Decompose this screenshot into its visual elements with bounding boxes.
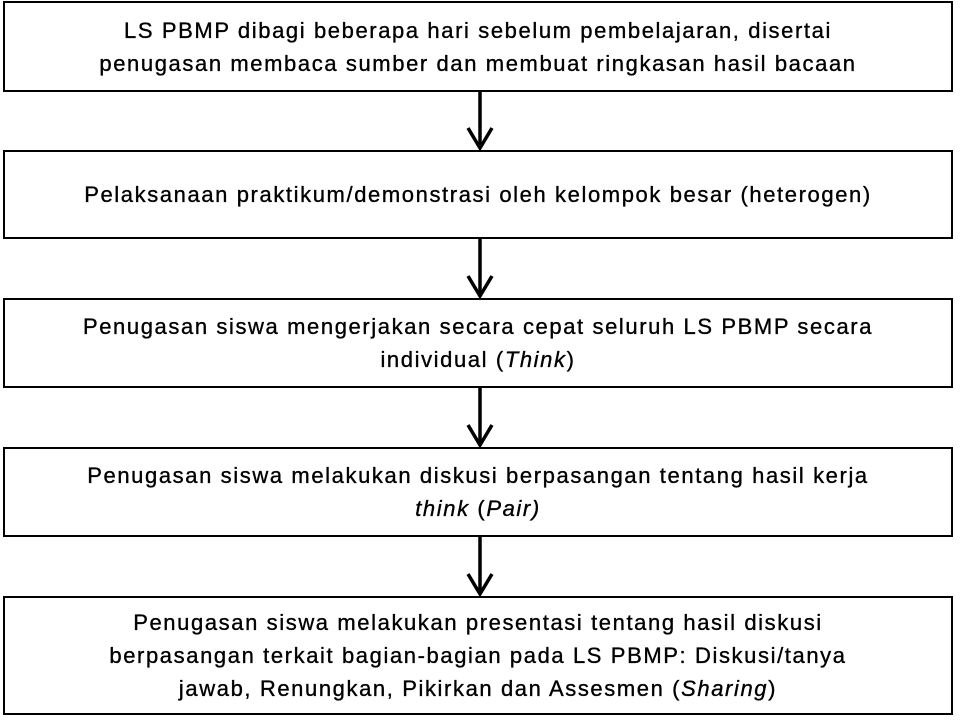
- step-4-line-1: [87, 459, 869, 492]
- step-1-line-1: [124, 14, 832, 47]
- step-1-line-2: [99, 47, 856, 80]
- flow-step-3: [3, 298, 953, 388]
- step-3-line-2-segment-1: individual (: [380, 347, 505, 372]
- step-2-line-1: [84, 178, 872, 211]
- step-5-line-2-segment-1: berpasangan terkait bagian-bagian pada LS PBMP: Diskusi/tanya: [109, 643, 847, 668]
- step-3-line-2-segment-3: ): [566, 347, 576, 372]
- step-4-line-2-segment-1: think: [415, 496, 470, 521]
- step-5-line-1-segment-1: Penugasan siswa melakukan presentasi tentang hasil diskusi: [133, 610, 823, 635]
- step-4-line-2-segment-2: (: [469, 496, 487, 521]
- step-5-line-3-segment-2: Sharing: [681, 676, 769, 701]
- flow-step-5: [3, 596, 953, 715]
- step-3-line-2-segment-2: Think: [504, 347, 567, 372]
- flow-step-2: [3, 150, 953, 239]
- step-3-line-1: [83, 310, 873, 343]
- step-3-line-2: [380, 343, 575, 376]
- step-4-line-2: [415, 492, 541, 525]
- step-5-line-3-segment-3: ): [768, 676, 778, 701]
- step-4-line-2-segment-3: Pair): [486, 496, 541, 521]
- step-5-line-3: [179, 672, 777, 705]
- down-arrow-4: [463, 537, 497, 596]
- flow-step-1: [3, 1, 953, 92]
- down-arrow-3: [463, 388, 497, 447]
- step-5-line-3-segment-1: jawab, Renungkan, Pikirkan dan Assesmen (: [178, 676, 682, 701]
- step-4-line-1-segment-1: Penugasan siswa melakukan diskusi berpasangan tentang hasil kerja: [87, 463, 869, 488]
- step-5-line-1: [133, 606, 823, 639]
- step-3-line-1-segment-1: Penugasan siswa mengerjakan secara cepat seluruh LS PBMP secara: [82, 314, 874, 339]
- step-2-line-1-segment-1: Pelaksanaan praktikum/demonstrasi oleh kelompok besar (heterogen): [84, 182, 872, 207]
- down-arrow-1: [463, 92, 497, 150]
- step-5-line-2: [109, 639, 846, 672]
- down-arrow-2: [463, 239, 497, 298]
- flow-step-4: [3, 447, 953, 537]
- step-1-line-1-segment-1: LS PBMP dibagi beberapa hari sebelum pembelajaran, disertai: [124, 17, 832, 43]
- step-1-line-2-segment-1: penugasan membaca sumber dan membuat ringkasan hasil bacaan: [99, 50, 857, 76]
